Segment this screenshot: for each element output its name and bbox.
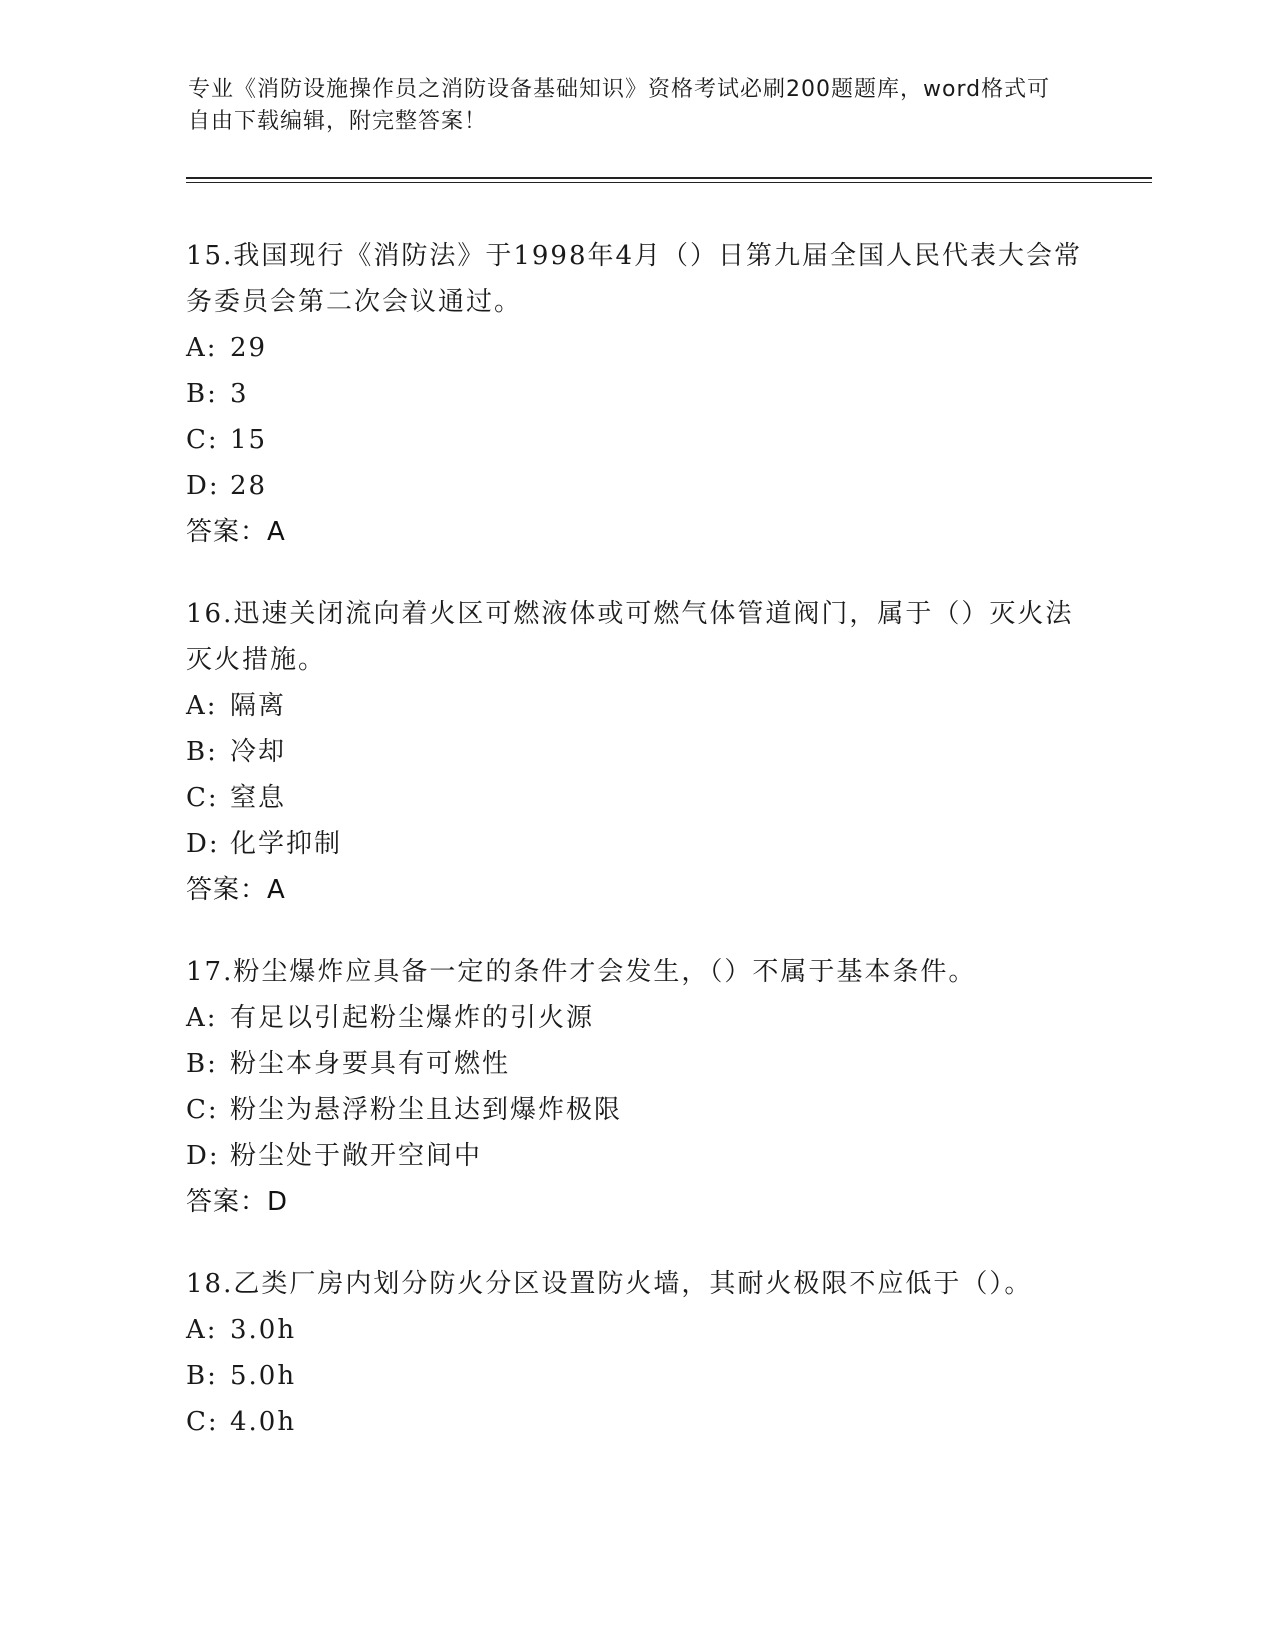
document-header: 专业《消防设施操作员之消防设备基础知识》资格考试必刷200题题库，word格式可自由下载编辑，附完整答案！ [188, 77, 1051, 134]
option-key: A: [186, 1003, 218, 1033]
option-value: 28 [230, 471, 268, 501]
header-rule-thick [186, 177, 1152, 179]
question-18 [186, 1261, 1086, 1445]
option-key: C: [186, 1407, 219, 1437]
answer-line: 答案：A [186, 517, 286, 547]
option-value: 粉尘处于敞开空间中 [230, 1141, 483, 1171]
option-d [186, 463, 1086, 509]
question-text: 17.粉尘爆炸应具备一定的条件才会发生，（）不属于基本条件。 [186, 957, 977, 987]
option-key: C: [186, 425, 219, 455]
option-key: D: [186, 829, 220, 859]
option-value: 4.0h [230, 1407, 297, 1437]
option-c [186, 775, 1086, 821]
question-text: 18.乙类厂房内划分防火分区设置防火墙，其耐火极限不应低于（）。 [186, 1269, 1033, 1299]
option-value: 有足以引起粉尘爆炸的引火源 [230, 1003, 595, 1033]
option-a [186, 325, 1086, 371]
option-key: B: [186, 1361, 218, 1391]
option-key: B: [186, 1049, 218, 1079]
option-value: 粉尘本身要具有可燃性 [230, 1049, 511, 1079]
option-key: C: [186, 1095, 219, 1125]
question-text: 16.迅速关闭流向着火区可燃液体或可燃气体管道阀门，属于（）灭火法灭火措施。 [186, 599, 1074, 675]
option-c [186, 417, 1086, 463]
option-c [186, 1087, 1086, 1133]
option-key: A: [186, 333, 218, 363]
option-key: A: [186, 1315, 218, 1345]
option-b [186, 1353, 1086, 1399]
question-15 [186, 233, 1086, 555]
option-key: A: [186, 691, 218, 721]
option-a [186, 995, 1086, 1041]
option-value: 粉尘为悬浮粉尘且达到爆炸极限 [230, 1095, 623, 1125]
option-value: 化学抑制 [230, 829, 343, 859]
answer-line: 答案：D [186, 1187, 289, 1217]
option-value: 隔离 [230, 691, 287, 721]
header-rule-thin [186, 182, 1152, 183]
option-b [186, 1041, 1086, 1087]
option-key: C: [186, 783, 219, 813]
option-value: 5.0h [230, 1361, 297, 1391]
question-16 [186, 591, 1086, 913]
option-d [186, 1133, 1086, 1179]
option-b [186, 729, 1086, 775]
option-value: 3 [230, 379, 249, 409]
option-a [186, 683, 1086, 729]
option-key: B: [186, 737, 218, 767]
option-value: 29 [230, 333, 268, 363]
option-d [186, 821, 1086, 867]
option-b [186, 371, 1086, 417]
question-list [186, 233, 1086, 1481]
question-text: 15.我国现行《消防法》于1998年4月（）日第九届全国人民代表大会常务委员会第二次会议通过。 [186, 241, 1083, 317]
answer-line: 答案：A [186, 875, 286, 905]
option-value: 冷却 [230, 737, 287, 767]
question-17 [186, 949, 1086, 1225]
option-c [186, 1399, 1086, 1445]
option-value: 15 [230, 425, 268, 455]
option-value: 3.0h [230, 1315, 297, 1345]
option-value: 窒息 [230, 783, 287, 813]
option-a [186, 1307, 1086, 1353]
option-key: D: [186, 1141, 220, 1171]
option-key: D: [186, 471, 220, 501]
option-key: B: [186, 379, 218, 409]
